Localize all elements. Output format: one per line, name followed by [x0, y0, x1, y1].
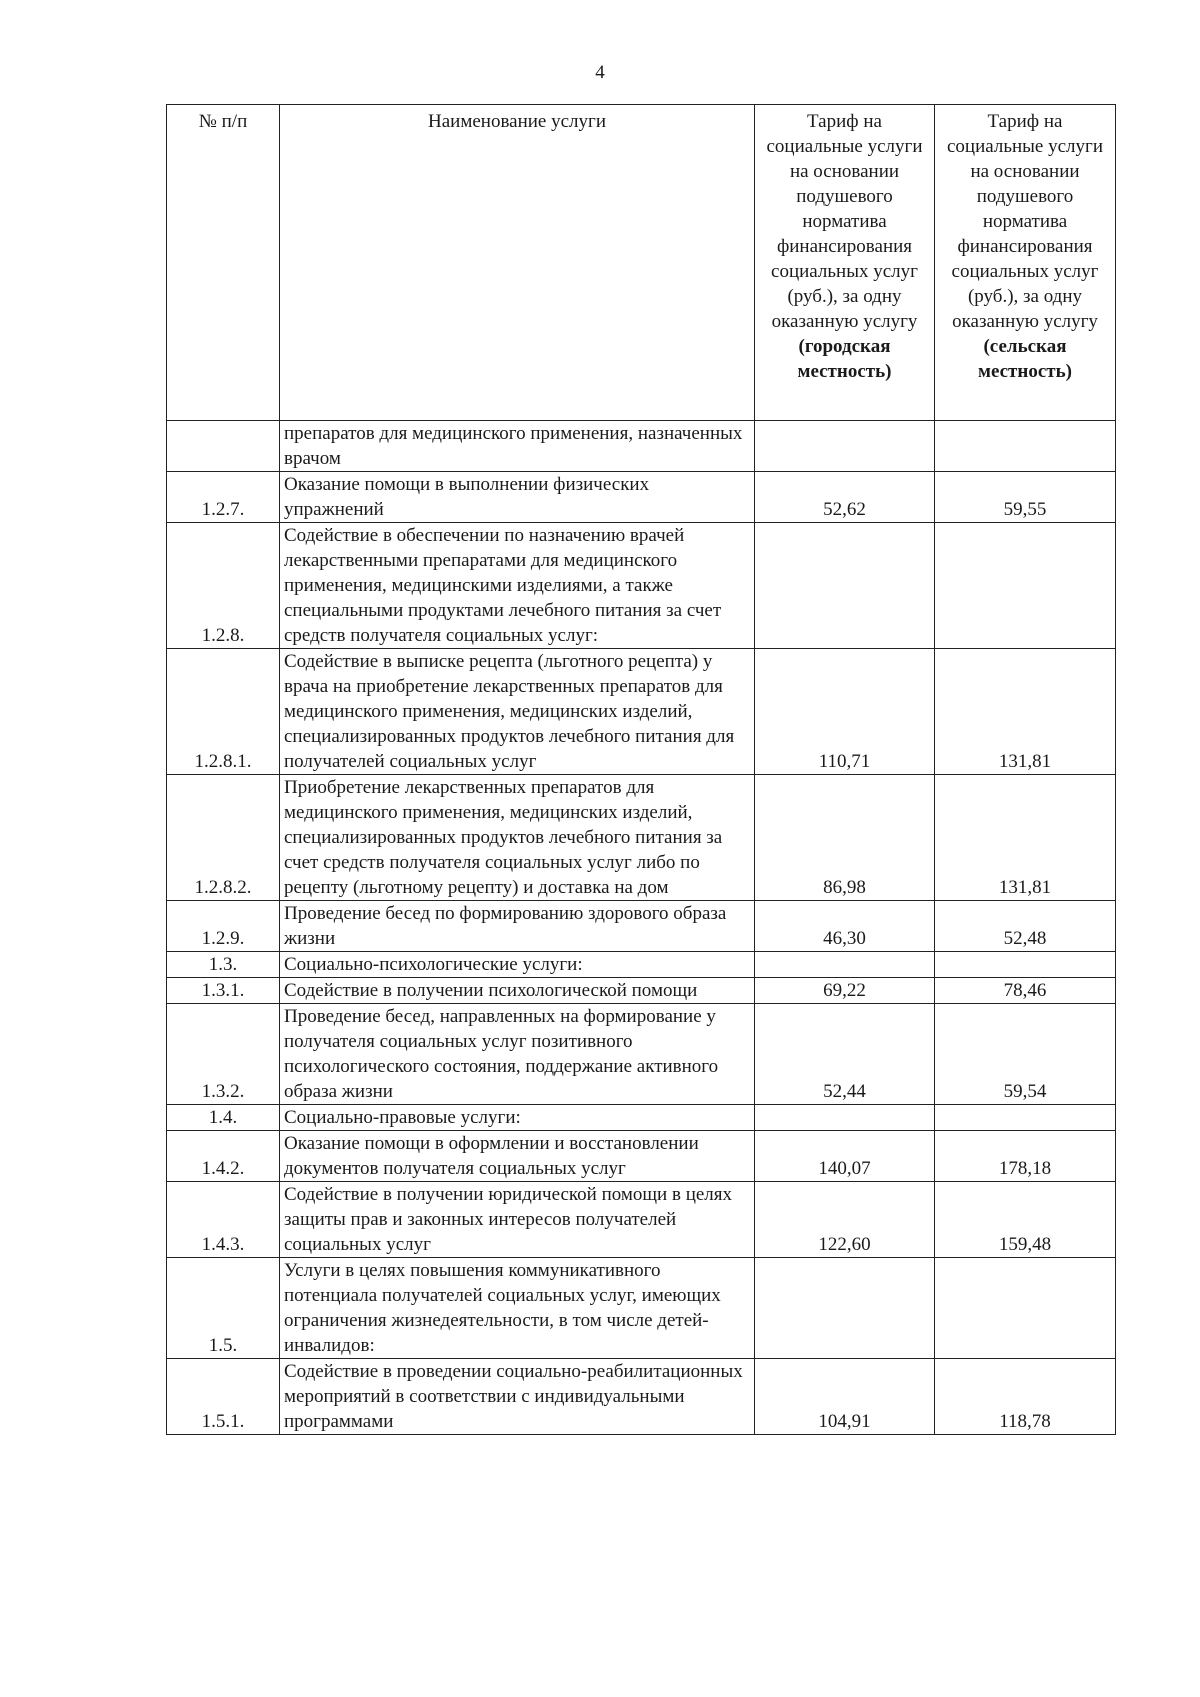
row-number: 1.4.: [167, 1105, 280, 1131]
urban-tariff: [755, 1258, 935, 1359]
row-number: 1.2.8.1.: [167, 649, 280, 775]
table-row: [167, 1182, 1116, 1258]
header-name: Наименование услуги: [280, 105, 755, 421]
urban-tariff: [755, 523, 935, 649]
page-number: 4: [595, 62, 605, 83]
urban-tariff: 110,71: [755, 649, 935, 775]
urban-tariff: 46,30: [755, 901, 935, 952]
header-rural-tariff: Тариф на социальные услуги на основании подушевого норматива финансирования социальных услуг (руб.), за одну оказанную услугу (сельская местность): [935, 105, 1116, 421]
rural-tariff: 59,55: [935, 472, 1116, 523]
table-row: [167, 952, 1116, 978]
table-row: [167, 901, 1116, 952]
rural-tariff: 131,81: [935, 649, 1116, 775]
service-name: Содействие в выписке рецепта (льготного рецепта) у врача на приобретение лекарственных препаратов для медицинского применения, медицинских изделий, специализированных продуктов лечебного питания для получателей социальных услуг: [280, 649, 755, 775]
service-name: Содействие в получении юридической помощи в целях защиты прав и законных интересов получателей социальных услуг: [280, 1182, 755, 1258]
service-name: Содействие в проведении социально-реабилитационных мероприятий в соответствии с индивидуальными программами: [280, 1359, 755, 1435]
urban-tariff: [755, 1105, 935, 1131]
urban-tariff: [755, 952, 935, 978]
table-row: [167, 421, 1116, 472]
header-num: № п/п: [167, 105, 280, 421]
row-number: 1.4.3.: [167, 1182, 280, 1258]
row-number: 1.2.9.: [167, 901, 280, 952]
rural-tariff: [935, 1105, 1116, 1131]
service-name: Содействие в получении психологической помощи: [280, 978, 755, 1004]
urban-tariff: 86,98: [755, 775, 935, 901]
service-name: Проведение бесед по формированию здорового образа жизни: [280, 901, 755, 952]
table-row: [167, 1105, 1116, 1131]
row-number: 1.5.1.: [167, 1359, 280, 1435]
row-number: 1.3.: [167, 952, 280, 978]
rural-tariff: 131,81: [935, 775, 1116, 901]
table-row: [167, 1004, 1116, 1105]
service-name: Оказание помощи в выполнении физических упражнений: [280, 472, 755, 523]
service-name: Социально-правовые услуги:: [280, 1105, 755, 1131]
tariff-table: [166, 104, 1116, 1435]
rural-tariff: 59,54: [935, 1004, 1116, 1105]
rural-tariff: 118,78: [935, 1359, 1116, 1435]
rural-tariff: 52,48: [935, 901, 1116, 952]
service-name: Социально-психологические услуги:: [280, 952, 755, 978]
rural-tariff: [935, 952, 1116, 978]
service-name: Содействие в обеспечении по назначению врачей лекарственными препаратами для медицинского применения, медицинскими изделиями, а также специальными продуктами лечебного питания за счет средств получателя социальных услуг:: [280, 523, 755, 649]
table-header-row: [167, 105, 1116, 421]
row-number: 1.5.: [167, 1258, 280, 1359]
rural-tariff: [935, 1258, 1116, 1359]
table-row: [167, 649, 1116, 775]
row-number: 1.2.8.: [167, 523, 280, 649]
header-urban-tariff: Тариф на социальные услуги на основании подушевого норматива финансирования социальных услуг (руб.), за одну оказанную услугу (городская местность): [755, 105, 935, 421]
urban-tariff: 122,60: [755, 1182, 935, 1258]
row-number: 1.2.7.: [167, 472, 280, 523]
row-number: 1.3.2.: [167, 1004, 280, 1105]
urban-tariff: 104,91: [755, 1359, 935, 1435]
service-name: препаратов для медицинского применения, назначенных врачом: [280, 421, 755, 472]
rural-tariff: 159,48: [935, 1182, 1116, 1258]
urban-tariff: 52,44: [755, 1004, 935, 1105]
row-number: 1.2.8.2.: [167, 775, 280, 901]
table-row: [167, 472, 1116, 523]
rural-tariff: 178,18: [935, 1131, 1116, 1182]
row-number: 1.4.2.: [167, 1131, 280, 1182]
rural-tariff: 78,46: [935, 978, 1116, 1004]
header-rural-area: (сельская местность): [978, 336, 1072, 382]
rural-tariff: [935, 421, 1116, 472]
table-row: [167, 1131, 1116, 1182]
row-number: 1.3.1.: [167, 978, 280, 1004]
urban-tariff: 69,22: [755, 978, 935, 1004]
table-row: [167, 1359, 1116, 1435]
table-row: [167, 523, 1116, 649]
table-row: [167, 1258, 1116, 1359]
urban-tariff: 140,07: [755, 1131, 935, 1182]
service-name: Оказание помощи в оформлении и восстановлении документов получателя социальных услуг: [280, 1131, 755, 1182]
table-row: [167, 978, 1116, 1004]
rural-tariff: [935, 523, 1116, 649]
service-name: Проведение бесед, направленных на формирование у получателя социальных услуг позитивного психологического состояния, поддержание активного образа жизни: [280, 1004, 755, 1105]
urban-tariff: [755, 421, 935, 472]
service-name: Приобретение лекарственных препаратов для медицинского применения, медицинских изделий, специализированных продуктов лечебного питания за счет средств получателя социальных услуг либо по рецепту (льготному рецепту) и доставка на дом: [280, 775, 755, 901]
service-name: Услуги в целях повышения коммуникативного потенциала получателей социальных услуг, имеющих ограничения жизнедеятельности, в том числе детей-инвалидов:: [280, 1258, 755, 1359]
table-row: [167, 775, 1116, 901]
urban-tariff: 52,62: [755, 472, 935, 523]
row-number: [167, 421, 280, 472]
header-urban-area: (городская местность): [797, 336, 892, 382]
